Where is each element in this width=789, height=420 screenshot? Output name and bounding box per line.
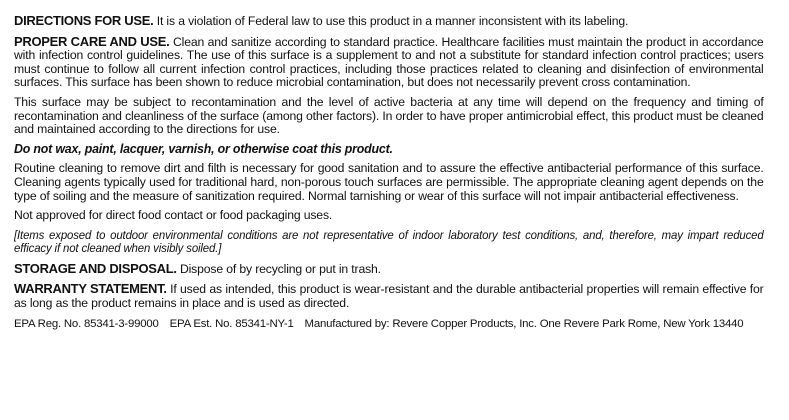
outdoor-note: [Items exposed to outdoor environmental conditions are not representative of indoor laboratory test conditions, and, therefore, may impart reduced efficacy if not cleaned when visibly soiled.]	[14, 228, 764, 256]
warranty-paragraph	[14, 282, 764, 310]
food-contact-paragraph: Not approved for direct food contact or food packaging uses.	[14, 208, 333, 223]
storage-paragraph	[14, 262, 764, 277]
directions-paragraph	[14, 14, 764, 29]
care-heading: PROPER CARE AND USE.	[14, 33, 170, 49]
registration-footer	[14, 318, 775, 330]
routine-cleaning-paragraph: Routine cleaning to remove dirt and filth is necessary for good sanitation and to assure the effective antibacterial performance of this surface. Cleaning agents typically used for traditional hard, non-porous touch surfaces are permissible. The appropriate cleaning agent depends on the type of soiling and the measure of sanitization required. Normal tarnishing or wear of this surface will not impair antibacterial effectiveness.	[14, 161, 764, 203]
epa-est-number: EPA Est. No. 85341-NY-1	[169, 318, 294, 331]
epa-reg-number: EPA Reg. No. 85341-3-99000	[14, 318, 159, 331]
coating-warning: Do not wax, paint, lacquer, varnish, or otherwise coat this product.	[14, 141, 393, 156]
storage-text: Dispose of by recycling or put in trash.	[179, 261, 381, 276]
storage-heading: STORAGE AND DISPOSAL.	[14, 260, 177, 276]
recontamination-paragraph: This surface may be subject to recontamination and the level of active bacteria at any time will depend on the frequency and timing of recontamination and cleanliness of the surface (among other factors). In order to have proper antimicrobial effect, this product must be cleaned and maintained according to the directions for use.	[14, 94, 764, 137]
care-text: Clean and sanitize according to standard practice. Healthcare facilities must maintain the product in accordance with infection control guidelines. The use of this surface is a supplement to and not a substitute for standard infection control practices; users must continue to follow all current infection control practices, including those practices related to cleaning and disinfection of environmental surfaces. This surface has been shown to reduce microbial contamination, but does not necessarily prevent cross contamination.	[14, 34, 764, 90]
manufacturer-info: Manufactured by: Revere Copper Products, Inc. One Revere Park Rome, New York 13440	[304, 318, 744, 331]
care-paragraph	[14, 35, 764, 90]
directions-heading: DIRECTIONS FOR USE.	[14, 13, 154, 28]
directions-text: It is a violation of Federal law to use this product in a manner inconsistent with its labeling.	[156, 14, 629, 28]
warranty-text: If used as intended, this product is wear-resistant and the durable antibacterial properties will remain effective for as long as the product remains in place and is used as directed.	[14, 282, 764, 310]
warranty-heading: WARRANTY STATEMENT.	[14, 281, 167, 297]
